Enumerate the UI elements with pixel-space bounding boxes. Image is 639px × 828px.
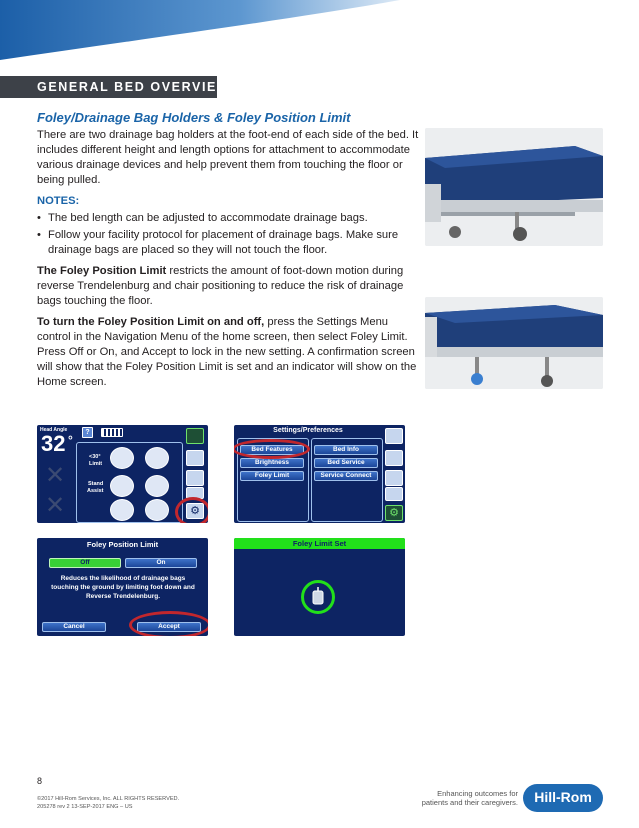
gear-icon[interactable]: ⚙ [385, 505, 403, 521]
foley-limit-set-screen [234, 538, 405, 636]
confirm-title: Foley Limit Set [292, 539, 347, 548]
off-button[interactable]: Off [49, 558, 121, 568]
help-icon[interactable]: ? [82, 427, 93, 438]
bed-features-highlight-ring [234, 439, 310, 459]
foley-screen-title: Foley Position Limit [86, 540, 159, 549]
up-nav-icon[interactable] [186, 450, 204, 466]
stand-label-1: Stand [88, 481, 104, 487]
up-nav-icon[interactable] [385, 450, 403, 466]
note-item: • Follow your facility protocol for placement of drainage bags. Make sure drainage bags are placed so they will not touch the floor. [37, 228, 422, 258]
stand-button[interactable] [110, 499, 134, 521]
settings-title: Settings/Preferences [273, 427, 343, 434]
tagline-2: patients and their caregivers. [421, 798, 518, 807]
scale-nav-icon[interactable] [385, 487, 403, 501]
bed-drainage-photo [425, 128, 603, 246]
bed-nav-icon[interactable] [186, 470, 204, 486]
header-swoosh [0, 0, 639, 62]
home-nav-icon[interactable] [186, 428, 204, 444]
stand-assist-button[interactable] [110, 475, 134, 497]
limit-label-2: Limit [89, 461, 103, 467]
bed-foley-photo [425, 297, 603, 389]
brightness-button[interactable]: Brightness [240, 458, 304, 468]
limit-30-button[interactable] [110, 447, 134, 469]
instructions-paragraph [37, 315, 422, 390]
seat-button[interactable] [145, 499, 169, 521]
accept-highlight-ring [129, 611, 208, 636]
settings-highlight-ring [175, 497, 208, 523]
bed-service-button[interactable]: Bed Service [314, 458, 378, 468]
bed-nav-icon[interactable] [385, 470, 403, 486]
gear-icon[interactable]: ⚙ [186, 503, 204, 519]
on-button[interactable]: On [125, 558, 197, 568]
note-item: • The bed length can be adjusted to accommodate drainage bags. [37, 211, 422, 226]
instructions-text: press the Settings Menu control in the Navigation Menu of the home screen, then select Foley Limit. Press Off or On, and Accept to lock in the new setting. A confirmation screen will show that the Foley Position Limit is set and an indicator will show on the Home screen. [37, 316, 417, 388]
battery-icon [101, 428, 123, 437]
hill-rom-logo [523, 784, 603, 812]
stand-label-2: Assist [87, 488, 104, 494]
instructions-bold: To turn the Foley Position Limit on and off, [37, 316, 265, 328]
foley-limit-paragraph [37, 264, 422, 309]
body-text [37, 128, 422, 396]
notes-heading: NOTES: [37, 195, 80, 207]
home-nav-icon[interactable] [385, 428, 403, 444]
page-title: Foley/Drainage Bag Holders & Foley Position Limit [37, 110, 351, 125]
head-angle-value: 32 [41, 431, 66, 456]
intro-paragraph: There are two drainage bag holders at the foot-end of each side of the bed. It includes different height and length options for attachment to accommodate various drainage devices and help prevent them from touching the floor or being pulled. [37, 129, 419, 186]
logo-text: Hill-Rom [534, 789, 592, 805]
bed-info-button[interactable]: Bed Info [314, 445, 378, 455]
foley-indicator-icon [301, 580, 335, 614]
page-number: 8 [37, 776, 43, 786]
head-angle-unit: ° [68, 433, 73, 447]
section-header-text: GENERAL BED OVERVIEW [37, 80, 231, 94]
foley-screen-message: Reduces the likelihood of drainage bags touching the ground by limiting foot down and Reverse Trendelenburg. [51, 575, 195, 600]
settings-screen [234, 425, 405, 523]
status-x-icon: ✕ [44, 492, 66, 519]
section-header [0, 76, 231, 98]
foley-limit-button[interactable]: Foley Limit [240, 471, 304, 481]
bed-features-button[interactable]: Bed Features [240, 445, 304, 455]
foley-limit-text: restricts the amount of foot-down motion during reverse Trendelenburg and chair positioning to reduce the risk of drainage bags touching the floor. [37, 265, 404, 307]
foley-limit-bold: The Foley Position Limit [37, 265, 167, 277]
home-screen [37, 425, 208, 523]
tagline-1: Enhancing outcomes for [437, 789, 518, 798]
chair-position-button[interactable] [145, 447, 169, 469]
limit-label-1: <30° [89, 454, 101, 460]
cancel-button[interactable]: Cancel [42, 622, 106, 632]
status-x-icon: ✕ [44, 462, 66, 489]
foley-limit-screen [37, 538, 208, 636]
accept-button[interactable]: Accept [137, 622, 201, 632]
flat-position-button[interactable] [145, 475, 169, 497]
copyright-line-1: ©2017 Hill-Rom Services, Inc. ALL RIGHTS RESERVED. [37, 796, 180, 802]
service-connect-button[interactable]: Service Connect [314, 471, 378, 481]
copyright-line-2: 205278 rev 2 13-SEP-2017 ENG – US [37, 804, 133, 810]
head-angle-label: Head Angle [40, 427, 68, 433]
